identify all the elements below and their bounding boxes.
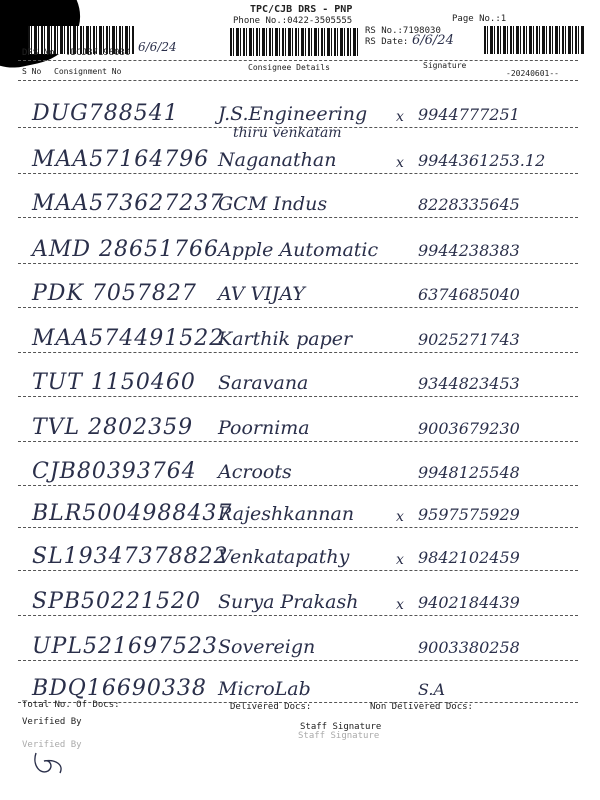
row-divider [18, 660, 578, 661]
column-consignment: Consignment No [54, 67, 122, 76]
staff-signature-label: Staff Signature [300, 722, 382, 732]
receiver-signature: 9344823453 [418, 374, 520, 393]
receiver-signature: 9948125548 [418, 463, 520, 482]
consignment-number: TUT 1150460 [32, 370, 196, 395]
row-divider [18, 217, 578, 218]
list-item [18, 322, 578, 366]
total-docs-label: Total No. Of Docs: [22, 700, 120, 710]
consignee-name: GCM Indus [218, 193, 328, 215]
staff-signature-faint: Staff Signature [298, 731, 380, 741]
consignment-number: AMD 28651766 [32, 237, 220, 262]
tick-mark: x [396, 597, 404, 613]
row-divider [18, 127, 578, 128]
consignee-name: MicroLab [218, 678, 311, 700]
receiver-signature: 9944238383 [418, 241, 520, 260]
consignee-name: Rajeshkannan [218, 503, 355, 525]
verified-by-faint: Verified By [22, 740, 82, 750]
list-item [18, 585, 578, 629]
consignment-number: DUG788541 [32, 101, 179, 126]
consignee-name: Poornima [218, 417, 310, 439]
receiver-signature: 8228335645 [418, 195, 520, 214]
consignee-name: Saravana [218, 372, 309, 394]
consignment-number: MAA57164796 [32, 147, 210, 172]
consignment-number: SL19347378822 [32, 544, 229, 569]
list-item [18, 143, 578, 187]
tick-mark: x [396, 109, 404, 125]
header-rule-top [18, 60, 578, 61]
consignment-number: MAA573627237 [32, 191, 225, 216]
consignee-name: Apple Automatic [218, 239, 379, 261]
list-item [18, 497, 578, 541]
row-divider [18, 173, 578, 174]
page-number: Page No.:1 [452, 14, 507, 24]
column-consignee: Consignee Details [248, 63, 330, 72]
consignment-number: BLR5004988437 [32, 501, 233, 526]
list-item [18, 630, 578, 674]
consignee-name: Acroots [218, 461, 292, 483]
date-stamp: -20240601-- [506, 69, 559, 78]
tick-mark: x [396, 509, 404, 525]
receiver-signature: 9842102459 [418, 548, 520, 567]
consignee-name-line2: thiru venkatam [233, 125, 342, 141]
column-sno: S No [22, 67, 42, 76]
barcode-middle [230, 28, 358, 56]
consignee-name: Venkatapathy [218, 546, 350, 568]
list-item [18, 540, 578, 584]
receiver-signature: 9597575929 [418, 505, 520, 524]
consignment-number: PDK 7057827 [32, 281, 197, 306]
consignee-name: Naganathan [218, 149, 337, 171]
consignee-name: Sovereign [218, 636, 316, 658]
verifier-signature [30, 745, 70, 780]
receiver-signature: 6374685040 [418, 285, 520, 304]
row-divider [18, 441, 578, 442]
consignment-number: CJB80393764 [32, 459, 197, 484]
consignee-name: J.S.Engineering [218, 103, 368, 125]
consignee-name: Surya Prakash [218, 591, 359, 613]
receiver-signature: 9944361253.12 [418, 151, 546, 170]
rs-number: RS No.:7198030 [365, 26, 441, 36]
drs-number: DRS No. :DCJB7198030 [22, 48, 131, 58]
consignment-number: BDQ16690338 [32, 676, 207, 701]
row-divider [18, 396, 578, 397]
list-item [18, 97, 578, 141]
list-item [18, 277, 578, 321]
verified-by-label: Verified By [22, 717, 82, 727]
tick-mark: x [396, 552, 404, 568]
consignee-name: AV VIJAY [218, 283, 305, 305]
consignment-number: UPL521697523 [32, 634, 218, 659]
list-item [18, 411, 578, 455]
barcode-right [484, 26, 584, 54]
row-divider [18, 615, 578, 616]
list-item [18, 187, 578, 231]
rs-date-label: RS Date: [365, 37, 409, 47]
header-rule-bottom [18, 80, 578, 81]
list-item [18, 233, 578, 277]
rs-date-handwritten: 6/6/24 [412, 33, 454, 48]
row-divider [18, 527, 578, 528]
row-divider [18, 307, 578, 308]
tick-mark: x [396, 155, 404, 171]
receiver-signature: 9402184439 [418, 593, 520, 612]
phone-number: Phone No.:0422-3505555 [233, 16, 353, 26]
consignment-number: TVL 2802359 [32, 415, 194, 440]
column-signature: Signature [423, 61, 467, 70]
drs-handwritten-date: 6/6/24 [138, 40, 177, 54]
receiver-signature: 9003679230 [418, 419, 520, 438]
consignment-number: MAA574491522 [32, 326, 225, 351]
receiver-signature: 9944777251 [418, 105, 520, 124]
row-divider [18, 263, 578, 264]
non-delivered-docs-label: Non Delivered Docs: [370, 702, 473, 712]
list-item [18, 455, 578, 499]
list-item [18, 366, 578, 410]
consignment-number: SPB50221520 [32, 589, 202, 614]
consignee-name: Karthik paper [218, 328, 353, 350]
row-divider [18, 352, 578, 353]
receiver-signature: 9003380258 [418, 638, 520, 657]
document-title: TPC/CJB DRS - PNP [250, 4, 353, 15]
row-divider [18, 485, 578, 486]
receiver-signature: 9025271743 [418, 330, 520, 349]
delivered-docs-label: Delivered Docs: [230, 702, 312, 712]
receiver-signature: S.A [418, 680, 446, 699]
row-divider [18, 570, 578, 571]
